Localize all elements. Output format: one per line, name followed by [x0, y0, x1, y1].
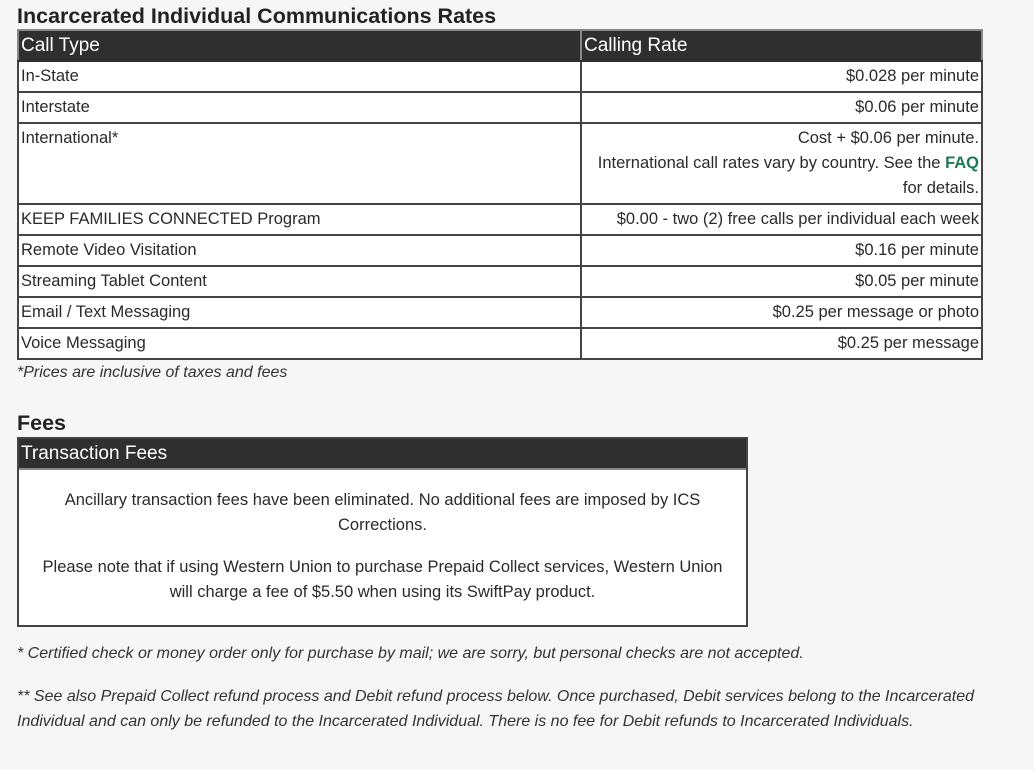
call-type-cell: Email / Text Messaging: [18, 297, 581, 328]
fees-paragraph-eliminated: Ancillary transaction fees have been eliminated. No additional fees are imposed by ICS Corrections.: [64, 491, 701, 534]
transaction-fees-header: Transaction Fees: [19, 439, 746, 470]
calling-rate-cell: $0.16 per minute: [581, 235, 982, 266]
prices-footnote: *Prices are inclusive of taxes and fees: [17, 364, 288, 381]
international-details-line: for details.: [902, 179, 979, 197]
faq-link[interactable]: FAQ: [945, 154, 979, 172]
transaction-fees-body: [19, 470, 746, 605]
call-type-cell: Voice Messaging: [18, 328, 581, 359]
international-rate-line: Cost + $0.06 per minute.: [797, 129, 979, 147]
call-type-cell: Remote Video Visitation: [18, 235, 581, 266]
header-call-type: Call Type: [18, 30, 581, 61]
calling-rate-cell: $0.25 per message: [581, 328, 982, 359]
international-note-text: International call rates vary by country. See the: [597, 154, 946, 172]
header-calling-rate: Calling Rate: [581, 30, 982, 61]
table-row: [18, 204, 982, 235]
fees-section-title: Fees: [17, 411, 67, 435]
table-row: [18, 266, 982, 297]
fees-paragraph-western-union: Please note that if using Western Union to purchase Prepaid Collect services, Western Union will charge a fee of $5.50 when using its SwiftPay product.: [42, 558, 723, 601]
refund-process-note: ** See also Prepaid Collect refund process and Debit refund process below. Once purchased, Debit services belong to the Incarcerated Individual and can only be refunded to the Incarcerated Individual. There is no fee for Debit refunds to Incarcerated Individuals.: [17, 688, 974, 730]
table-row: [18, 297, 982, 328]
rates-table: [17, 29, 983, 360]
call-type-cell: In-State: [18, 61, 581, 92]
certified-check-note: * Certified check or money order only for purchase by mail; we are sorry, but personal checks are not accepted.: [17, 645, 804, 662]
table-row: [18, 328, 982, 359]
calling-rate-cell: $0.05 per minute: [581, 266, 982, 297]
table-row: [18, 92, 982, 123]
call-type-cell: Streaming Tablet Content: [18, 266, 581, 297]
call-type-cell: International*: [18, 123, 581, 204]
calling-rate-cell: [581, 123, 982, 204]
calling-rate-cell: $0.25 per message or photo: [581, 297, 982, 328]
call-type-cell: Interstate: [18, 92, 581, 123]
rates-section-title: Incarcerated Individual Communications Rates: [17, 4, 497, 28]
calling-rate-cell: $0.06 per minute: [581, 92, 982, 123]
international-note-line: [584, 151, 979, 176]
table-row: [18, 123, 982, 204]
table-row: [18, 61, 982, 92]
rates-table-header-row: [18, 30, 982, 61]
call-type-cell: KEEP FAMILIES CONNECTED Program: [18, 204, 581, 235]
transaction-fees-box: [17, 437, 748, 627]
table-row: [18, 235, 982, 266]
calling-rate-cell: $0.00 - two (2) free calls per individual each week: [581, 204, 982, 235]
calling-rate-cell: $0.028 per minute: [581, 61, 982, 92]
